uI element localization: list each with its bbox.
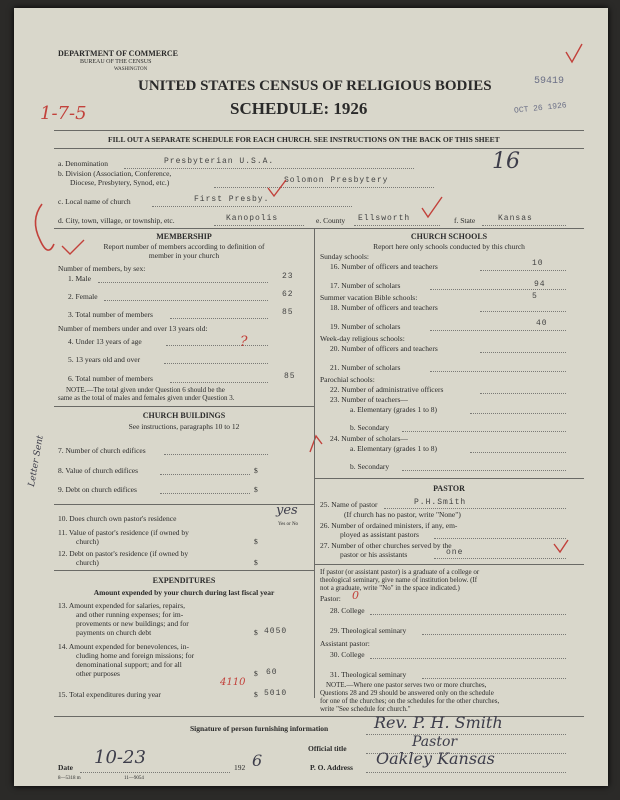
address-line bbox=[366, 772, 566, 773]
signature-value: Rev. P. H. Smith bbox=[374, 713, 503, 732]
q16-dots bbox=[480, 270, 566, 271]
q15-value: 5010 bbox=[264, 689, 288, 698]
q27-value: one bbox=[446, 548, 464, 557]
census-schedule-sheet bbox=[14, 8, 608, 786]
buildings-title: CHURCH BUILDINGS bbox=[142, 411, 226, 420]
pastor-note: NOTE.—Where one pastor serves two or more churches, bbox=[326, 681, 487, 689]
q24b-dots bbox=[402, 470, 566, 471]
q3-dots bbox=[170, 318, 268, 319]
q14-dollar: $ bbox=[254, 669, 258, 678]
red-check-6 bbox=[554, 540, 568, 552]
address-label: P. O. Address bbox=[310, 763, 353, 772]
q15-handwritten: 4110 bbox=[220, 677, 246, 688]
members-by-sex: Number of members, by sex: bbox=[58, 264, 146, 273]
q23-teachers: 23. Number of teachers— bbox=[330, 395, 408, 404]
q28-dots bbox=[370, 614, 566, 615]
q23b-secondary: b. Secondary bbox=[350, 423, 390, 432]
q25-pastor-name: 25. Name of pastor bbox=[320, 500, 378, 509]
q25-value: P.H.Smith bbox=[414, 498, 467, 507]
q20-dots bbox=[480, 352, 566, 353]
q14-value: 60 bbox=[266, 668, 278, 677]
q13-value: 4050 bbox=[264, 627, 288, 636]
q31-dots bbox=[422, 678, 566, 679]
q15-total: 15. Total expenditures during year bbox=[58, 690, 161, 699]
q18-officers: 18. Number of officers and teachers bbox=[330, 303, 438, 312]
q24b-secondary: b. Secondary bbox=[350, 462, 390, 471]
form-instruction: FILL OUT A SEPARATE SCHEDULE FOR EACH CHURCH. SEE INSTRUCTIONS ON THE BACK OF THIS SHEET bbox=[108, 135, 500, 144]
q21-scholars: 21. Number of scholars bbox=[330, 363, 401, 372]
red-bracket-mark bbox=[35, 204, 54, 250]
q13-line-2: and other running expenses; for im- bbox=[76, 610, 184, 619]
q4-under-13: 4. Under 13 years of age bbox=[68, 337, 142, 346]
year-value: 6 bbox=[252, 751, 263, 770]
q25-dots bbox=[384, 508, 566, 509]
q8-dots bbox=[160, 474, 250, 475]
q27-dots bbox=[434, 558, 566, 559]
q17-value: 94 bbox=[534, 280, 546, 289]
q13-line-4: payments on church debt bbox=[76, 628, 152, 637]
q18-dots bbox=[480, 311, 566, 312]
q28-college: 28. College bbox=[330, 606, 365, 615]
q4-dots bbox=[166, 345, 268, 346]
q26-ordained: 26. Number of ordained ministers, if any, em- bbox=[320, 521, 458, 530]
q9-dots bbox=[160, 493, 250, 494]
graduate-info-2: theological seminary, give name of institution below. (If bbox=[320, 576, 478, 584]
q30-dots bbox=[370, 658, 566, 659]
pastor-note-4: write "See schedule for church." bbox=[320, 705, 411, 713]
q13-line-1: 13. Amount expended for salaries, repairs, bbox=[58, 601, 186, 610]
q16-officers: 16. Number of officers and teachers bbox=[330, 262, 438, 271]
address-value: Oakley Kansas bbox=[376, 749, 495, 768]
q27-other-churches-2: pastor or his assistants bbox=[340, 550, 408, 559]
q7-edifices: 7. Number of church edifices bbox=[58, 446, 146, 455]
local-name-value: First Presby. bbox=[194, 195, 270, 204]
q12-dollar: $ bbox=[254, 558, 258, 567]
q5-dots bbox=[164, 363, 268, 364]
expenditures-title: EXPENDITURES bbox=[152, 576, 216, 585]
state-label: f. State bbox=[454, 216, 476, 225]
red-check-1 bbox=[268, 180, 286, 196]
county-label: e. County bbox=[316, 216, 346, 225]
q21-dots bbox=[430, 371, 566, 372]
city-label: d. City, town, village, or township, etc. bbox=[58, 216, 175, 225]
red-check-2 bbox=[422, 197, 442, 217]
margin-note: Letter Sent bbox=[27, 434, 46, 488]
date-value: 10-23 bbox=[94, 747, 146, 768]
red-check-5 bbox=[310, 436, 322, 452]
official-title-value: Pastor bbox=[412, 734, 458, 750]
q31-seminary: 31. Theological seminary bbox=[330, 670, 407, 679]
q24a-dots bbox=[470, 452, 566, 453]
q2-dots bbox=[104, 300, 268, 301]
q3-total: 3. Total number of members bbox=[68, 310, 153, 319]
date-label: Date bbox=[58, 763, 73, 772]
q24a-elementary: a. Elementary (grades 1 to 8) bbox=[350, 444, 438, 453]
q26-ordained-2: ployed as assistant pastors bbox=[340, 530, 419, 539]
pastor-handwritten: 0 bbox=[352, 589, 359, 602]
q1-value: 23 bbox=[282, 272, 294, 281]
q22-dots bbox=[480, 393, 566, 394]
q11-dollar: $ bbox=[254, 537, 258, 546]
year-prefix: 192 bbox=[234, 763, 246, 772]
q19-scholars: 19. Number of scholars bbox=[330, 322, 401, 331]
q17-dots bbox=[430, 289, 566, 290]
q5-13-and-over: 5. 13 years old and over bbox=[68, 355, 141, 364]
membership-note: NOTE.—The total given under Question 6 should be the bbox=[66, 386, 225, 394]
city-value: Kanopolis bbox=[226, 214, 279, 223]
summer-schools: Summer vacation Bible schools: bbox=[320, 293, 418, 302]
q1-male: 1. Male bbox=[68, 274, 91, 283]
q12-residence-debt-2: church) bbox=[76, 558, 99, 567]
local-name-label: c. Local name of church bbox=[58, 197, 131, 206]
buildings-mid-rule bbox=[54, 504, 314, 505]
signature-line bbox=[366, 734, 566, 735]
denomination-label: a. Denomination bbox=[58, 159, 108, 168]
schools-rule bbox=[314, 478, 584, 479]
pastor-note-3: for one of the churches; on the schedules for the other churches, bbox=[320, 697, 500, 705]
q7-dots bbox=[164, 454, 268, 455]
pastor-note-2: Questions 28 and 29 should be answered only on the schedule bbox=[320, 689, 494, 697]
q6-total: 6. Total number of members bbox=[68, 374, 153, 383]
q10-choice: Yes or No bbox=[278, 522, 299, 527]
q1-dots bbox=[98, 282, 268, 283]
form-code-2: 11—9054 bbox=[124, 776, 144, 781]
q6-dots bbox=[170, 382, 268, 383]
membership-note-2: same as the total of males and females given under Question 3. bbox=[58, 394, 235, 402]
q20-officers: 20. Number of officers and teachers bbox=[330, 344, 438, 353]
q17-scholars: 17. Number of scholars bbox=[330, 281, 401, 290]
q18-value: 5 bbox=[532, 292, 538, 301]
buildings-intro: See instructions, paragraphs 10 to 12 bbox=[128, 422, 240, 431]
membership-title: MEMBERSHIP bbox=[156, 232, 212, 241]
q13-dollar: $ bbox=[254, 628, 258, 637]
q4-value: ? bbox=[240, 334, 248, 350]
q9-debt-edifices: 9. Debt on church edifices bbox=[58, 485, 137, 494]
graduate-info-3: not a graduate, write "No" in the space indicated.) bbox=[320, 584, 460, 592]
q14-line-2: cluding home and foreign missions; for bbox=[76, 651, 195, 660]
schools-intro: Report here only schools conducted by this church bbox=[373, 242, 525, 251]
q2-female: 2. Female bbox=[68, 292, 98, 301]
form-title: UNITED STATES CENSUS OF RELIGIOUS BODIES bbox=[138, 78, 492, 94]
handwritten-code: 1-7-5 bbox=[40, 103, 87, 124]
date-line bbox=[80, 772, 230, 773]
pastor-title: PASTOR bbox=[433, 484, 465, 493]
buildings-rule bbox=[54, 570, 314, 571]
division-value: Solomon Presbytery bbox=[284, 176, 389, 185]
pastor-label: Pastor: bbox=[320, 594, 341, 603]
number-stamp: 59419 bbox=[534, 76, 565, 87]
division-label: b. Division (Association, Conference, bbox=[58, 169, 172, 178]
q23a-elementary: a. Elementary (grades 1 to 8) bbox=[350, 405, 438, 414]
q23a-dots bbox=[470, 413, 566, 414]
table-top-rule bbox=[54, 228, 584, 229]
q29-dots bbox=[422, 634, 566, 635]
center-divider bbox=[314, 228, 315, 698]
handwritten-number: 16 bbox=[492, 149, 520, 174]
q6-value: 85 bbox=[284, 372, 296, 381]
schools-title: CHURCH SCHOOLS bbox=[410, 232, 488, 241]
pastor-mid-rule bbox=[314, 564, 584, 565]
assistant-label: Assistant pastor: bbox=[320, 639, 370, 648]
denomination-value: Presbyterian U.S.A. bbox=[164, 157, 275, 166]
q9-dollar: $ bbox=[254, 485, 258, 494]
department-name: DEPARTMENT OF COMMERCE bbox=[58, 49, 179, 58]
date-stamp: OCT 26 1926 bbox=[513, 101, 568, 116]
q11-residence-value-2: church) bbox=[76, 537, 99, 546]
q16-value: 10 bbox=[532, 259, 544, 268]
q10-value: yes bbox=[276, 503, 298, 518]
expenditures-intro: Amount expended by your church during last fiscal year bbox=[93, 588, 275, 597]
q27-other-churches: 27. Number of other churches served by the bbox=[320, 541, 452, 550]
graduate-info: If pastor (or assistant pastor) is a graduate of a college or bbox=[320, 568, 480, 576]
signature-label: Signature of person furnishing information bbox=[190, 724, 329, 733]
age-heading: Number of members under and over 13 years old: bbox=[58, 324, 208, 333]
membership-intro: Report number of members according to definition of bbox=[103, 242, 265, 251]
sunday-schools: Sunday schools: bbox=[320, 252, 369, 261]
form-subtitle: SCHEDULE: 1926 bbox=[230, 99, 368, 118]
q24-scholars: 24. Number of scholars— bbox=[330, 434, 408, 443]
bureau-city: WASHINGTON bbox=[114, 67, 148, 72]
county-value: Ellsworth bbox=[358, 214, 411, 223]
q2-value: 62 bbox=[282, 290, 294, 299]
q14-line-1: 14. Amount expended for benevolences, in- bbox=[58, 642, 190, 651]
official-title-label: Official title bbox=[308, 744, 347, 753]
q8-value-edifices: 8. Value of church edifices bbox=[58, 466, 139, 475]
state-value: Kansas bbox=[498, 214, 533, 223]
q25-note: (If church has no pastor, write "None") bbox=[344, 510, 461, 519]
membership-rule bbox=[54, 406, 314, 407]
division-label-2: Diocese, Presbytery, Synod, etc.) bbox=[70, 178, 170, 187]
q3-value: 85 bbox=[282, 308, 294, 317]
q19-value: 40 bbox=[536, 319, 548, 328]
q12-residence-debt: 12. Debt on pastor's residence (if owned by bbox=[58, 549, 189, 558]
parochial-schools: Parochial schools: bbox=[320, 375, 375, 384]
q23b-dots bbox=[402, 431, 566, 432]
footer-rule bbox=[54, 716, 584, 717]
q29-seminary: 29. Theological seminary bbox=[330, 626, 407, 635]
q19-dots bbox=[430, 330, 566, 331]
q11-residence-value: 11. Value of pastor's residence (if owned by bbox=[58, 528, 189, 537]
weekday-schools: Week-day religious schools: bbox=[320, 334, 405, 343]
form-code: 8—5318 m bbox=[58, 776, 81, 781]
bureau-name: BUREAU OF THE CENSUS bbox=[80, 59, 152, 65]
q30-college: 30. College bbox=[330, 650, 365, 659]
q8-dollar: $ bbox=[254, 466, 258, 475]
q10-residence: 10. Does church own pastor's residence bbox=[58, 514, 177, 523]
red-check-3 bbox=[566, 44, 582, 62]
q26-dots bbox=[434, 538, 566, 539]
q22-admin: 22. Number of administrative officers bbox=[330, 385, 444, 394]
q13-line-3: provements or new buildings; and for bbox=[76, 619, 189, 628]
q15-dollar: $ bbox=[254, 690, 258, 699]
q14-line-4: other purposes bbox=[76, 669, 120, 678]
membership-intro-2: member in your church bbox=[148, 251, 220, 260]
q14-line-3: denominational support; and for all bbox=[76, 660, 182, 669]
